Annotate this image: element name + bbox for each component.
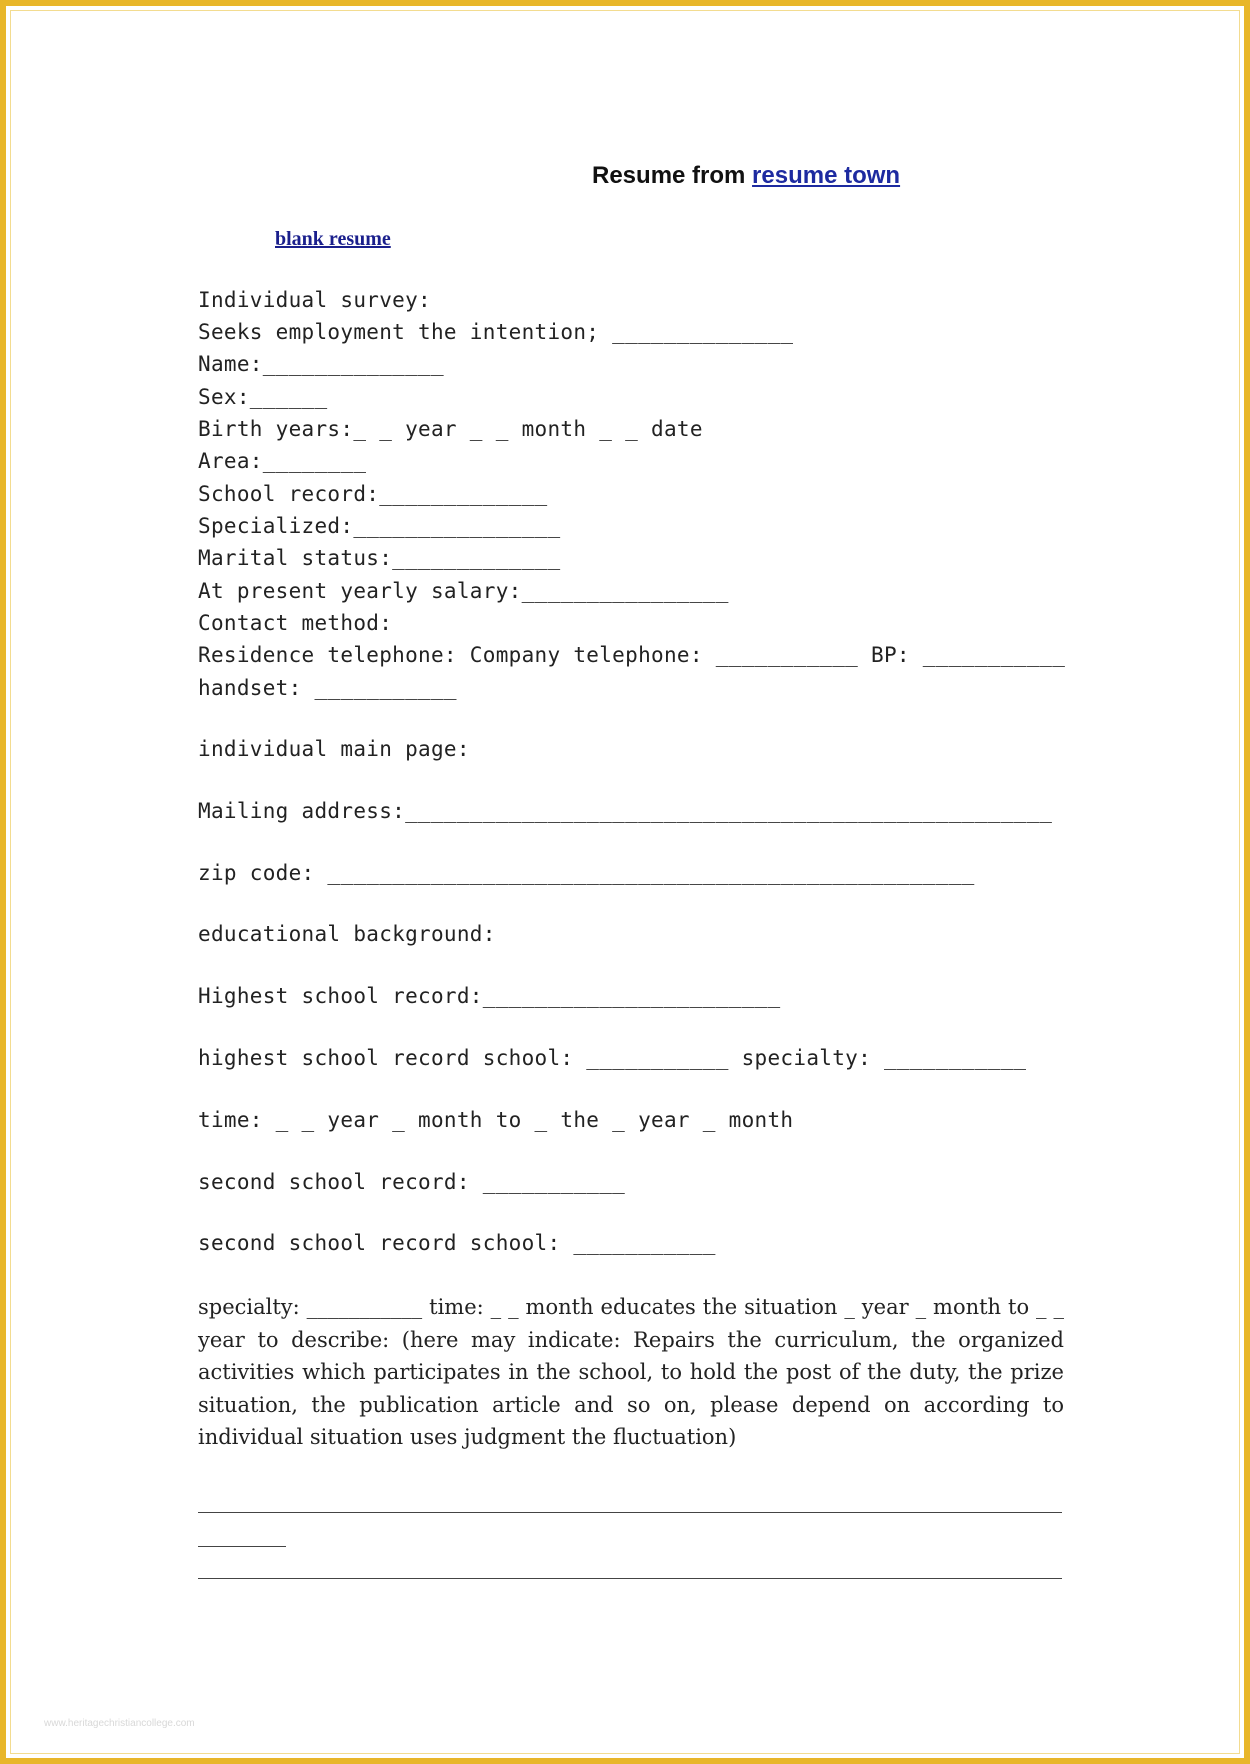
second-school-record-field: second school record: ___________ — [198, 1170, 626, 1194]
birth-date-field: Birth years:_ _ year _ _ month _ _ date — [198, 417, 703, 441]
educational-background-heading: educational background: — [198, 922, 496, 946]
page-title — [592, 162, 900, 190]
writing-line — [198, 1546, 286, 1547]
zip-code-field: zip code: __________________________________________________ — [198, 861, 975, 885]
specialized-field: Specialized:________________ — [198, 514, 561, 538]
second-school-record-school-field: second school record school: ___________ — [198, 1231, 716, 1255]
watermark-text: www.heritagechristiancollege.com — [44, 1718, 195, 1729]
highest-school-and-specialty-field: highest school record school: ___________ specialty: ___________ — [198, 1046, 1027, 1070]
mailing-address-field: Mailing address:__________________________________________________ — [198, 799, 1053, 823]
telephone-fields: Residence telephone: Company telephone: ___________ BP: ___________ — [198, 643, 1066, 667]
area-field: Area:________ — [198, 449, 367, 473]
writing-line — [198, 1512, 1062, 1513]
employment-intention-field: Seeks employment the intention; ______________ — [198, 320, 794, 344]
yearly-salary-field: At present yearly salary:________________ — [198, 579, 729, 603]
contact-method-heading: Contact method: — [198, 611, 393, 635]
education-description-paragraph: specialty: ___________ time: _ _ month educates the situation _ year _ month to _ _ year to describe: (here may indicate: Repairs the curriculum, the organized activities which participates in the school, to hold the post of the duty, the prize situation, the publication article and so on, please depend on according to individual situation uses judgment the fluctuation) — [198, 1295, 1064, 1449]
writing-line — [198, 1578, 1062, 1579]
individual-survey-heading: Individual survey: — [198, 288, 431, 312]
marital-status-field: Marital status:_____________ — [198, 546, 561, 570]
highest-school-record-field: Highest school record:_______________________ — [198, 984, 781, 1008]
title-prefix: Resume from — [592, 162, 753, 189]
name-field: Name:______________ — [198, 352, 444, 376]
time-period-field: time: _ _ year _ month to _ the _ year _ month — [198, 1108, 794, 1132]
sex-field: Sex:______ — [198, 385, 328, 409]
school-record-field: School record:_____________ — [198, 482, 548, 506]
main-page-field: individual main page: — [198, 737, 470, 761]
resume-town-link[interactable]: resume town — [752, 162, 901, 189]
handset-field: handset: ___________ — [198, 676, 457, 700]
blank-resume-link[interactable]: blank resume — [275, 228, 391, 250]
